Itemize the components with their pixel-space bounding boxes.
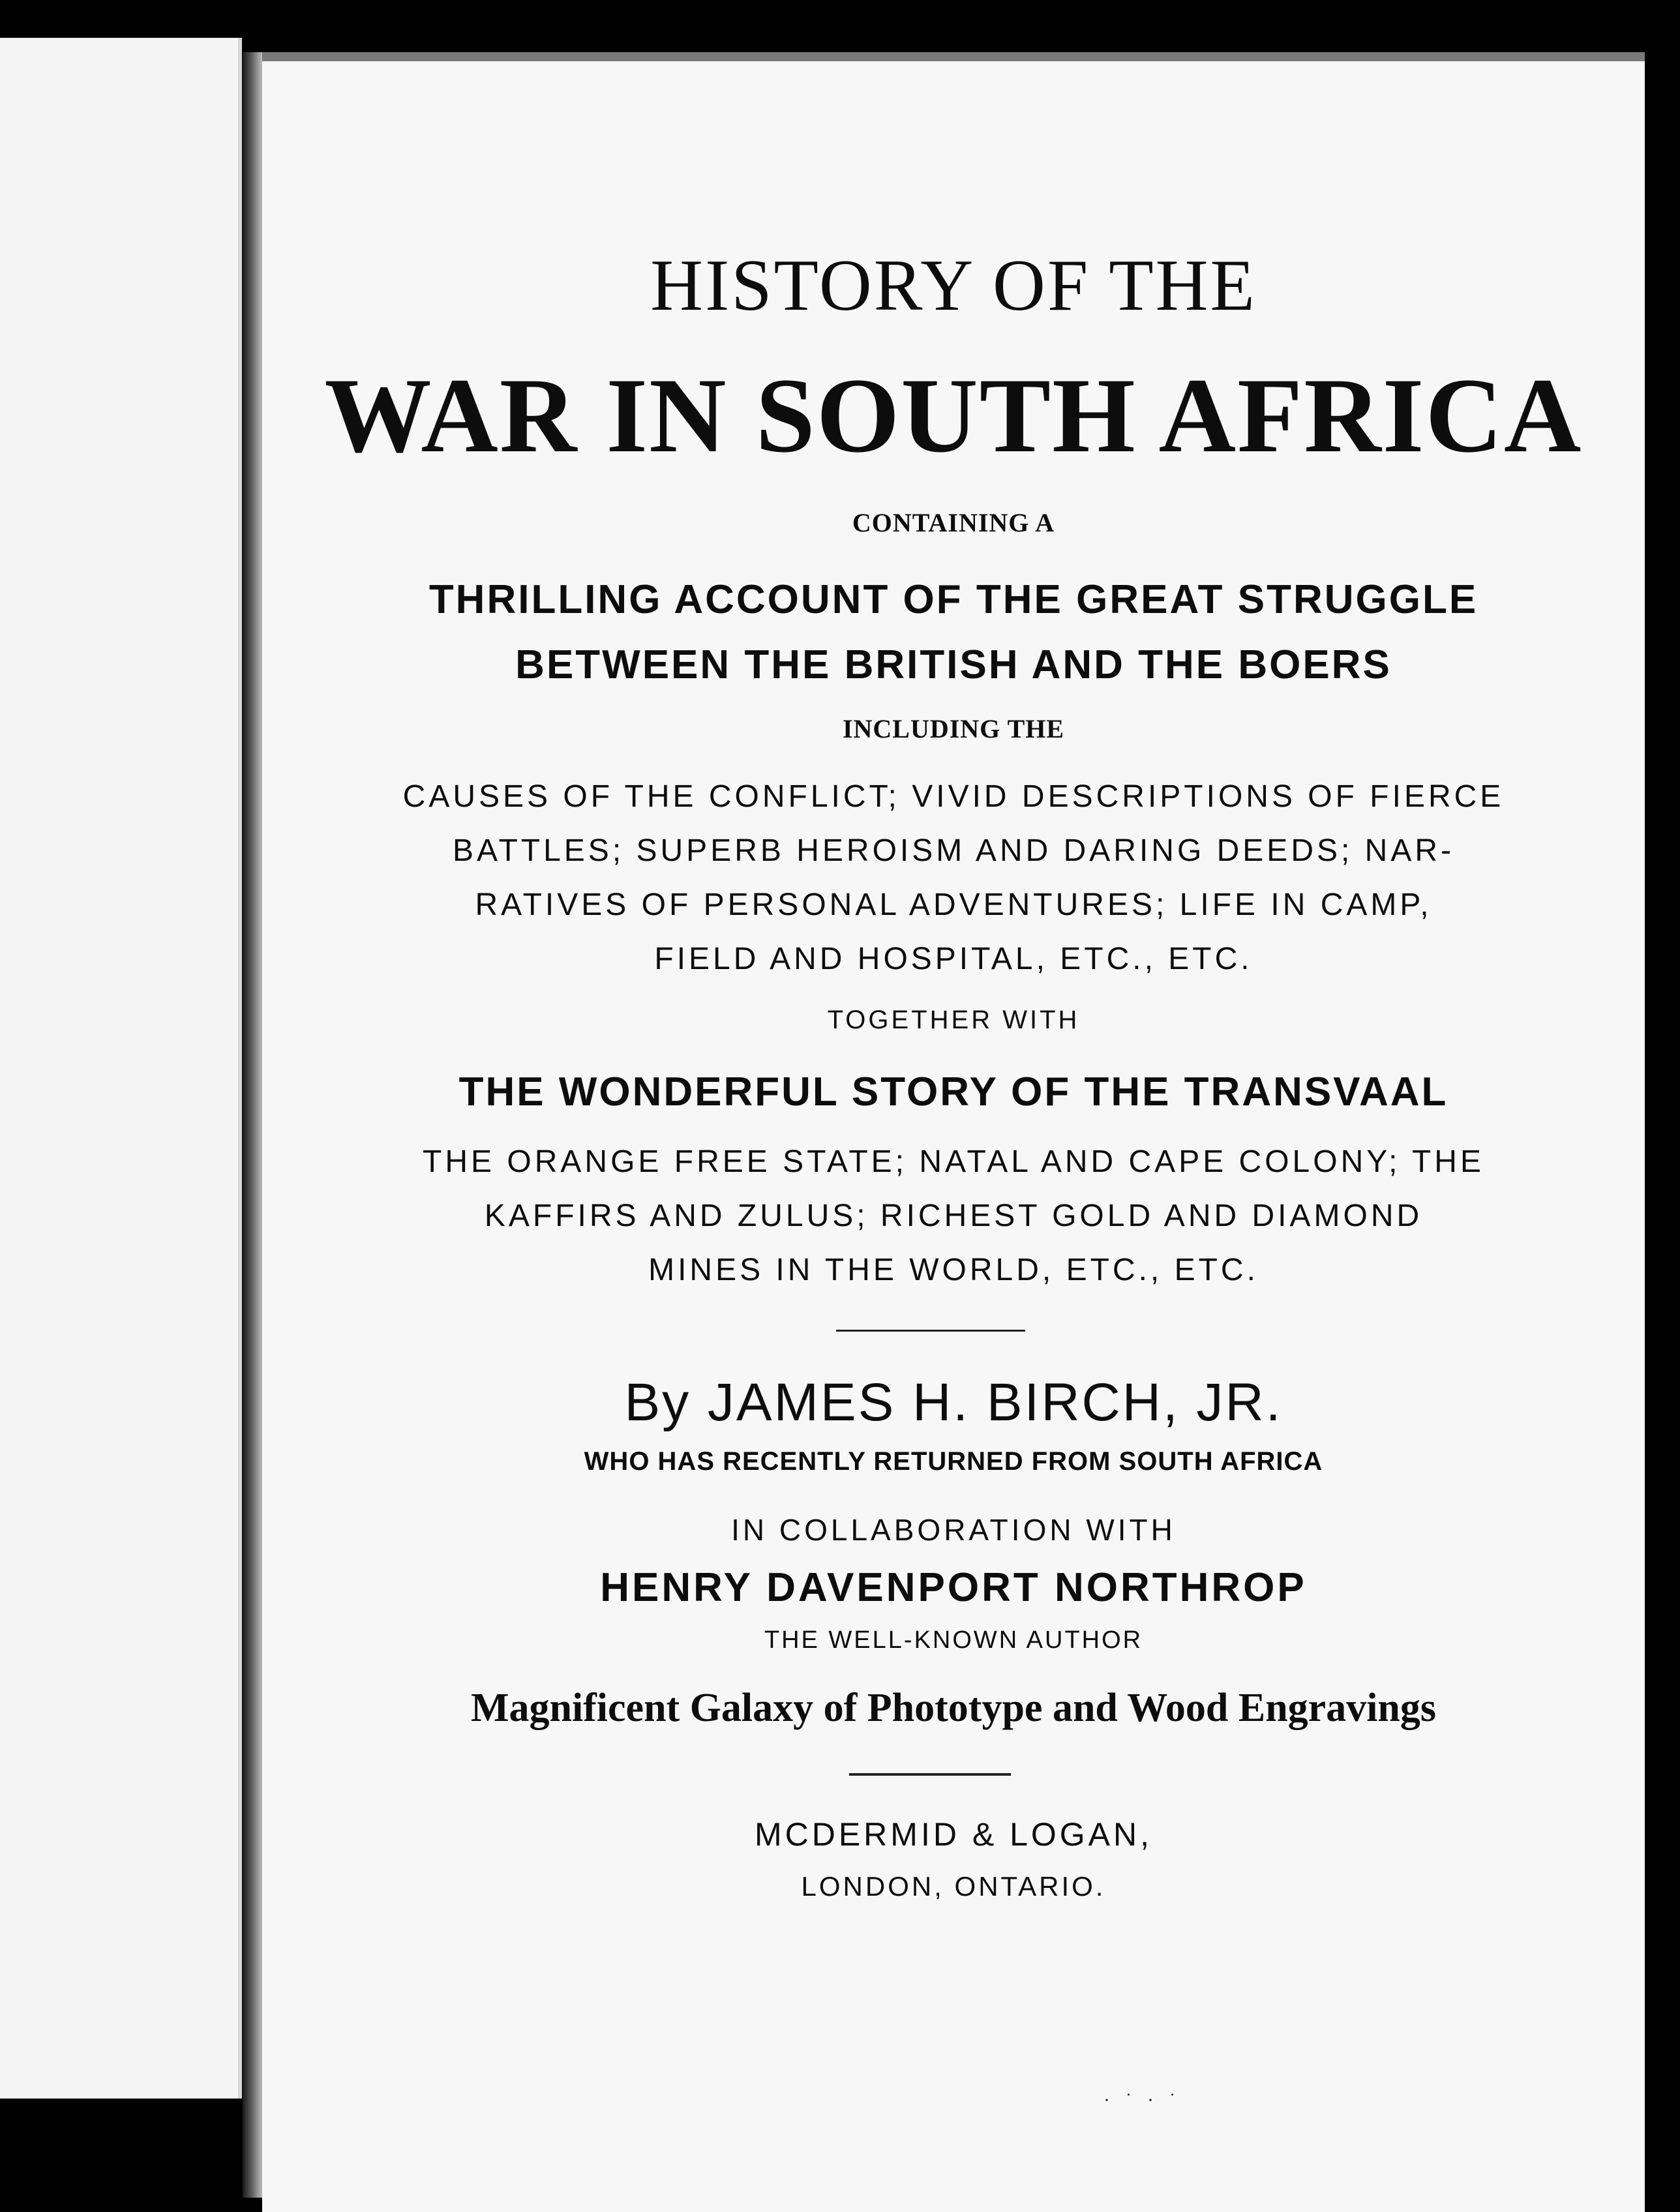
divider-rule-2 [849, 1773, 1011, 1776]
states-line-3: MINES IN THE WORLD, ETC., ETC. [648, 1253, 1259, 1287]
book-gutter [243, 52, 265, 2198]
states-line-2: KAFFIRS AND ZULUS; RICHEST GOLD AND DIAMOND [484, 1199, 1423, 1233]
title-line-2: WAR IN SOUTH AFRICA [324, 357, 1583, 475]
title-page [262, 52, 1645, 2212]
subtitle-line-1: THRILLING ACCOUNT OF THE GREAT STRUGGLE [428, 577, 1478, 622]
causes-line-2: BATTLES; SUPERB HEROISM AND DARING DEEDS; NAR- [452, 833, 1454, 868]
together-with-label: TOGETHER WITH [827, 1006, 1080, 1034]
collaboration-label: IN COLLABORATION WITH [731, 1513, 1176, 1547]
containing-label: CONTAINING A [852, 508, 1055, 537]
coauthor-note: THE WELL-KNOWN AUTHOR [764, 1626, 1143, 1654]
blank-left-page [0, 38, 242, 2099]
publisher-place: LONDON, ONTARIO. [801, 1871, 1106, 1902]
states-line-1: THE ORANGE FREE STATE; NATAL AND CAPE COLONY; THE [423, 1144, 1484, 1179]
subtitle-line-2: BETWEEN THE BRITISH AND THE BOERS [515, 642, 1392, 687]
divider-rule-1 [836, 1330, 1025, 1332]
print-specks: · ˙ · ˙ [1103, 2089, 1181, 2111]
causes-line-1: CAUSES OF THE CONFLICT; VIVID DESCRIPTIONS OF FIERCE [402, 779, 1505, 814]
author-line: By JAMES H. BIRCH, JR. [624, 1373, 1283, 1432]
illustrations-line: Magnificent Galaxy of Phototype and Wood Engravings [470, 1686, 1437, 1730]
publisher-name: MCDERMID & LOGAN, [754, 1816, 1153, 1853]
coauthor-name: HENRY DAVENPORT NORTHROP [600, 1565, 1307, 1610]
causes-line-3: RATIVES OF PERSONAL ADVENTURES; LIFE IN CAMP, [475, 888, 1432, 922]
wonderful-story-heading: THE WONDERFUL STORY OF THE TRANSVAAL [458, 1069, 1448, 1114]
including-label: INCLUDING THE [842, 714, 1065, 743]
author-note: WHO HAS RECENTLY RETURNED FROM SOUTH AFRICA [584, 1447, 1323, 1476]
title-line-1: HISTORY OF THE [650, 245, 1257, 326]
causes-line-4: FIELD AND HOSPITAL, ETC., ETC. [654, 942, 1253, 976]
